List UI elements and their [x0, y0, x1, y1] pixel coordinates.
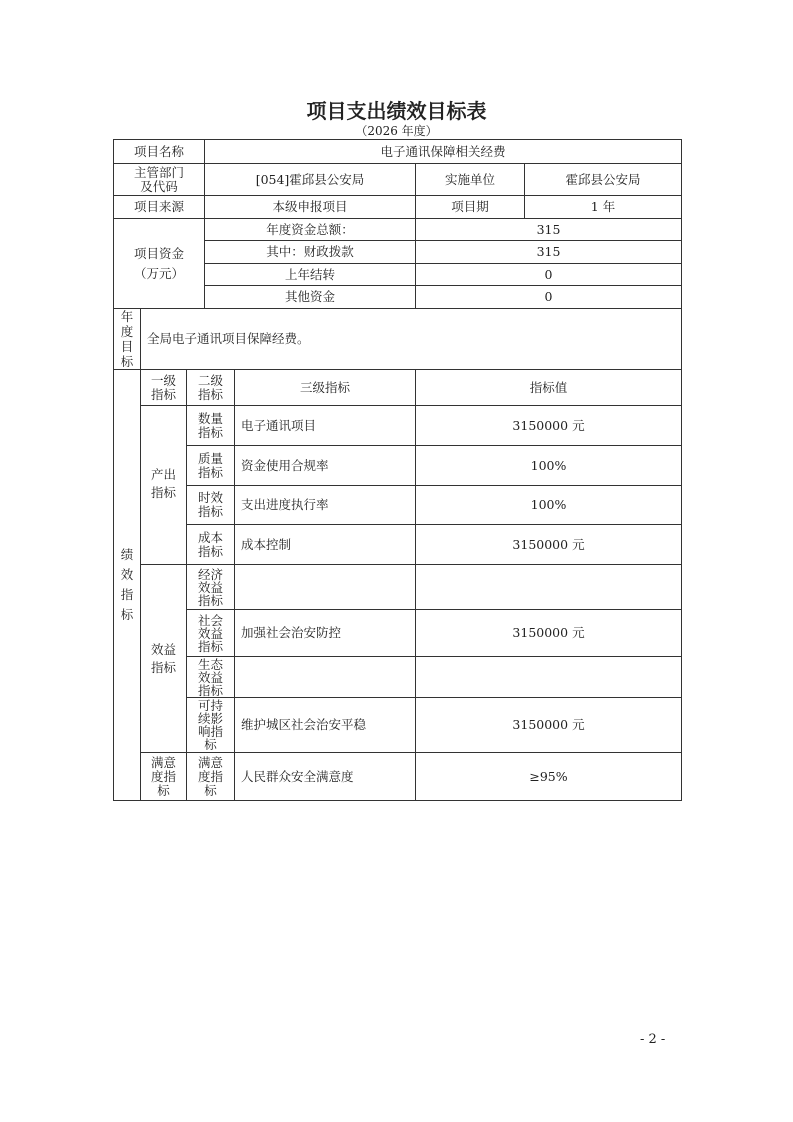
page-number: - 2 -	[640, 1032, 666, 1047]
l2: 时效指标	[187, 486, 235, 525]
value	[416, 657, 682, 698]
l3	[235, 565, 416, 610]
l2: 社会效益指标	[187, 610, 235, 657]
l2: 可持续影响指标	[187, 698, 235, 753]
fund-label: 上年结转	[205, 264, 416, 286]
fund-value: 315	[416, 241, 682, 264]
value: 100%	[416, 486, 682, 525]
fund-value: 0	[416, 264, 682, 286]
header: 二级指标	[187, 370, 235, 406]
header: 指标值	[416, 370, 682, 406]
value: 100%	[416, 446, 682, 486]
label: 绩效指标	[114, 370, 141, 801]
page-title: 项目支出绩效目标表	[306, 99, 487, 123]
project-name: 电子通讯保障相关经费	[205, 140, 682, 164]
label: 项目期	[416, 196, 525, 219]
l3: 支出进度执行率	[235, 486, 416, 525]
label: 主管部门及代码	[114, 164, 205, 196]
fund-label: 其他资金	[205, 286, 416, 309]
value: ≥95%	[416, 753, 682, 801]
value	[416, 565, 682, 610]
l3	[235, 657, 416, 698]
value: 3150000 元	[416, 610, 682, 657]
fund-label: 其中：财政拨款	[205, 241, 416, 264]
impl-unit: 霍邱县公安局	[525, 164, 682, 196]
label: 项目来源	[114, 196, 205, 219]
performance-table	[113, 308, 682, 801]
label: 实施单位	[416, 164, 525, 196]
l2: 数量指标	[187, 406, 235, 446]
l1: 产出指标	[141, 406, 187, 565]
l3: 成本控制	[235, 525, 416, 565]
fund-value: 0	[416, 286, 682, 309]
l3: 维护城区社会治安平稳	[235, 698, 416, 753]
l2: 质量指标	[187, 446, 235, 486]
l2: 生态效益指标	[187, 657, 235, 698]
header: 三级指标	[235, 370, 416, 406]
project-info-table	[113, 139, 682, 309]
l2: 经济效益指标	[187, 565, 235, 610]
l2: 满意度指标	[187, 753, 235, 801]
value: 3150000 元	[416, 406, 682, 446]
dept: [054]霍邱县公安局	[205, 164, 416, 196]
label: 年度目标	[114, 309, 141, 370]
value: 3150000 元	[416, 525, 682, 565]
l3: 加强社会治安防控	[235, 610, 416, 657]
l3: 人民群众安全满意度	[235, 753, 416, 801]
header: 一级指标	[141, 370, 187, 406]
label: 项目名称	[114, 140, 205, 164]
l1: 满意度指标	[141, 753, 187, 801]
period: 1 年	[525, 196, 682, 219]
label: 项目资金（万元）	[114, 219, 205, 309]
l2: 成本指标	[187, 525, 235, 565]
fund-value: 315	[416, 219, 682, 241]
source: 本级申报项目	[205, 196, 416, 219]
fund-label: 年度资金总额：	[205, 219, 416, 241]
l3: 电子通讯项目	[235, 406, 416, 446]
page-subtitle: （2026 年度）	[355, 124, 438, 138]
annual-goal: 全局电子通讯项目保障经费。	[141, 309, 682, 370]
l1: 效益指标	[141, 565, 187, 753]
l3: 资金使用合规率	[235, 446, 416, 486]
value: 3150000 元	[416, 698, 682, 753]
